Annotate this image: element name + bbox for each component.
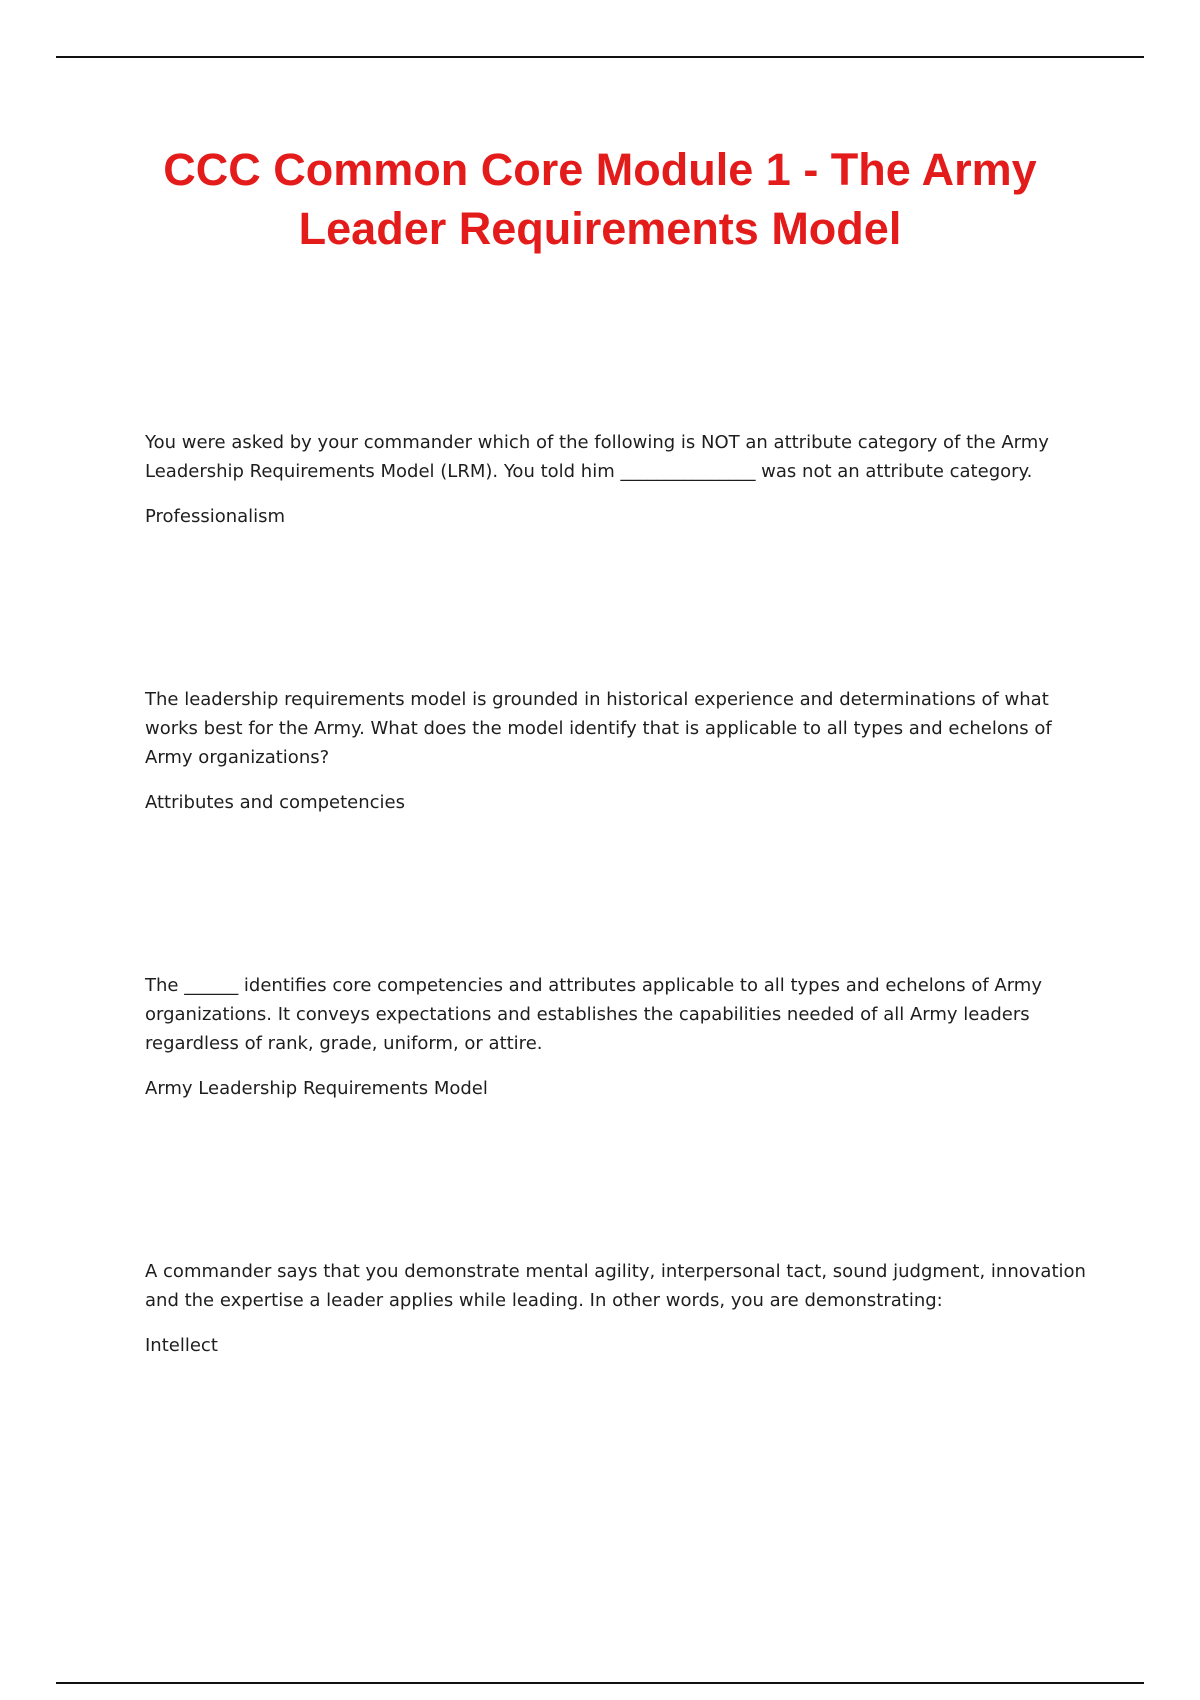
document-title: CCC Common Core Module 1 - The Army Leader Requirements Model — [163, 144, 1037, 254]
question-text: The leadership requirements model is grounded in historical experience and determinations of what works best for the Army. What does the model identify that is applicable to all types and echelons of Army organizations? — [145, 689, 1052, 768]
qa-item — [145, 1257, 1090, 1360]
bottom-rule — [56, 1682, 1144, 1684]
answer-text: Intellect — [145, 1335, 218, 1356]
question-text: You were asked by your commander which of the following is NOT an attribute category of the Army Leadership Requirements Model (LRM). You told him _______________ was not an attribute category. — [145, 432, 1049, 482]
qa-item — [145, 971, 1090, 1103]
question-text: A commander says that you demonstrate mental agility, interpersonal tact, sound judgment, innovation and the expertise a leader applies while leading. In other words, you are demonstrating: — [145, 1261, 1086, 1311]
top-rule — [56, 56, 1144, 58]
question-text: The ______ identifies core competencies and attributes applicable to all types and echelons of Army organizations. It conveys expectations and establishes the capabilities needed of all Army leaders regardless of rank, grade, uniform, or attire. — [145, 975, 1042, 1054]
qa-item — [145, 428, 1090, 531]
answer-text: Professionalism — [145, 506, 286, 527]
answer-text: Attributes and competencies — [145, 792, 405, 813]
qa-item — [145, 685, 1090, 817]
answer-text: Army Leadership Requirements Model — [145, 1078, 488, 1099]
